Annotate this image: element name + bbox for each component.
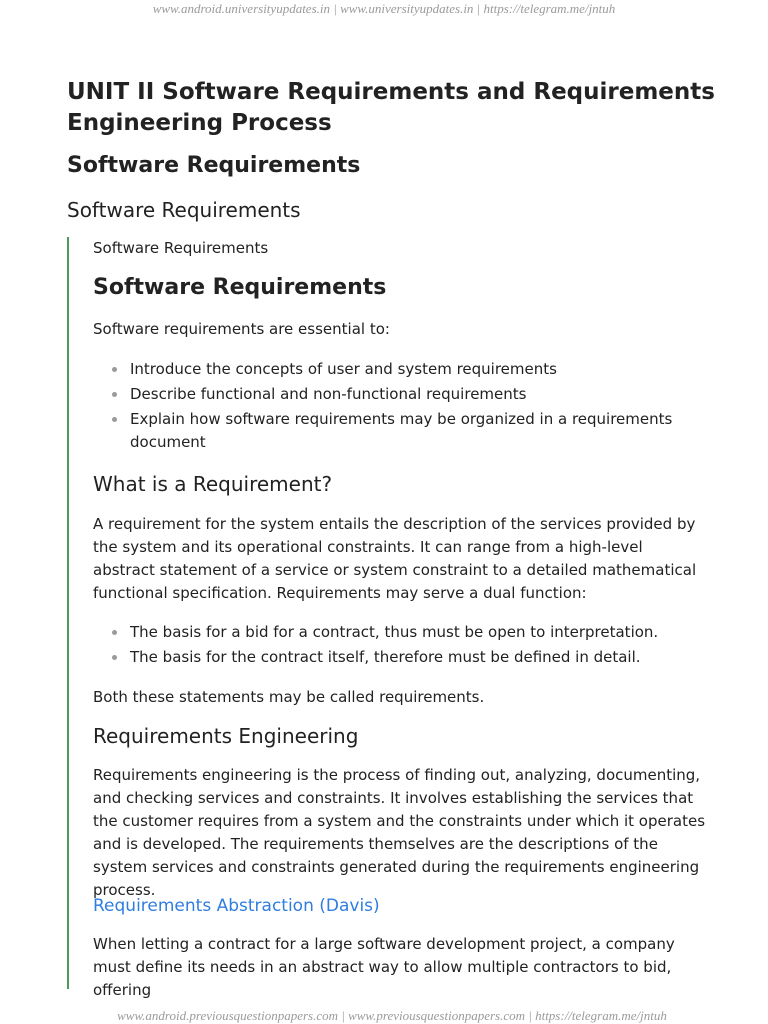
re-heading: Requirements Engineering [93, 724, 359, 748]
abstraction-paragraph: When letting a contract for a large software development project, a company must define its needs in an abstract way to allow multiple contractors to bid, offering [93, 935, 675, 999]
requirement-list [93, 621, 707, 671]
list-item-text: The basis for the contract itself, therefore must be defined in detail. [130, 648, 641, 666]
both-statement: Both these statements may be called requirements. [93, 688, 485, 706]
list-item-text: Introduce the concepts of user and system requirements [130, 360, 557, 378]
abstraction-link[interactable]: Requirements Abstraction (Davis) [93, 896, 380, 916]
re-paragraph: Requirements engineering is the process of finding out, analyzing, documenting, and checking services and constraints. It involves establishing the services that the customer requires from a system and the constraints under which it operates and is developed. The requirements themselves are the descriptions of the system services and constraints generated during the requirements engineering process. [93, 766, 706, 899]
blockquote [67, 237, 709, 999]
list-item [93, 621, 707, 644]
unit-title: UNIT II Software Requirements and Requirements Engineering Process [67, 79, 715, 136]
bullet-icon [112, 367, 117, 372]
list-item [93, 383, 707, 406]
section-title: Software Requirements [67, 153, 361, 178]
subsection-title: Software Requirements [67, 198, 301, 222]
bullet-icon [112, 392, 117, 397]
intro-paragraph: Software requirements are essential to: [93, 320, 390, 338]
list-item-text: Explain how software requirements may be organized in a requirements document [130, 410, 673, 451]
page-footer-watermark: www.android.previousquestionpapers.com | www.previousquestionpapers.com | https://telegram.me/jntuh [117, 1008, 667, 1023]
list-item [93, 646, 707, 669]
bullet-icon [112, 417, 117, 422]
quote-caption: Software Requirements [93, 239, 269, 257]
list-item [93, 408, 707, 454]
list-item-text: Describe functional and non-functional requirements [130, 385, 527, 403]
requirement-paragraph: A requirement for the system entails the description of the services provided by the system and its operational constraints. It can range from a high-level abstract statement of a service or system constraint to a detailed mathematical functional specification. Requirements may serve a dual function: [93, 515, 697, 602]
list-item [93, 358, 707, 381]
intro-list [93, 358, 707, 456]
bullet-icon [112, 630, 117, 635]
list-item-text: The basis for a bid for a contract, thus must be open to interpretation. [130, 623, 659, 641]
quote-heading: Software Requirements [93, 275, 387, 300]
bullet-icon [112, 655, 117, 660]
page-header-watermark: www.android.universityupdates.in | www.universityupdates.in | https://telegram.me/jntuh [152, 1, 616, 16]
requirement-heading: What is a Requirement? [93, 472, 333, 496]
